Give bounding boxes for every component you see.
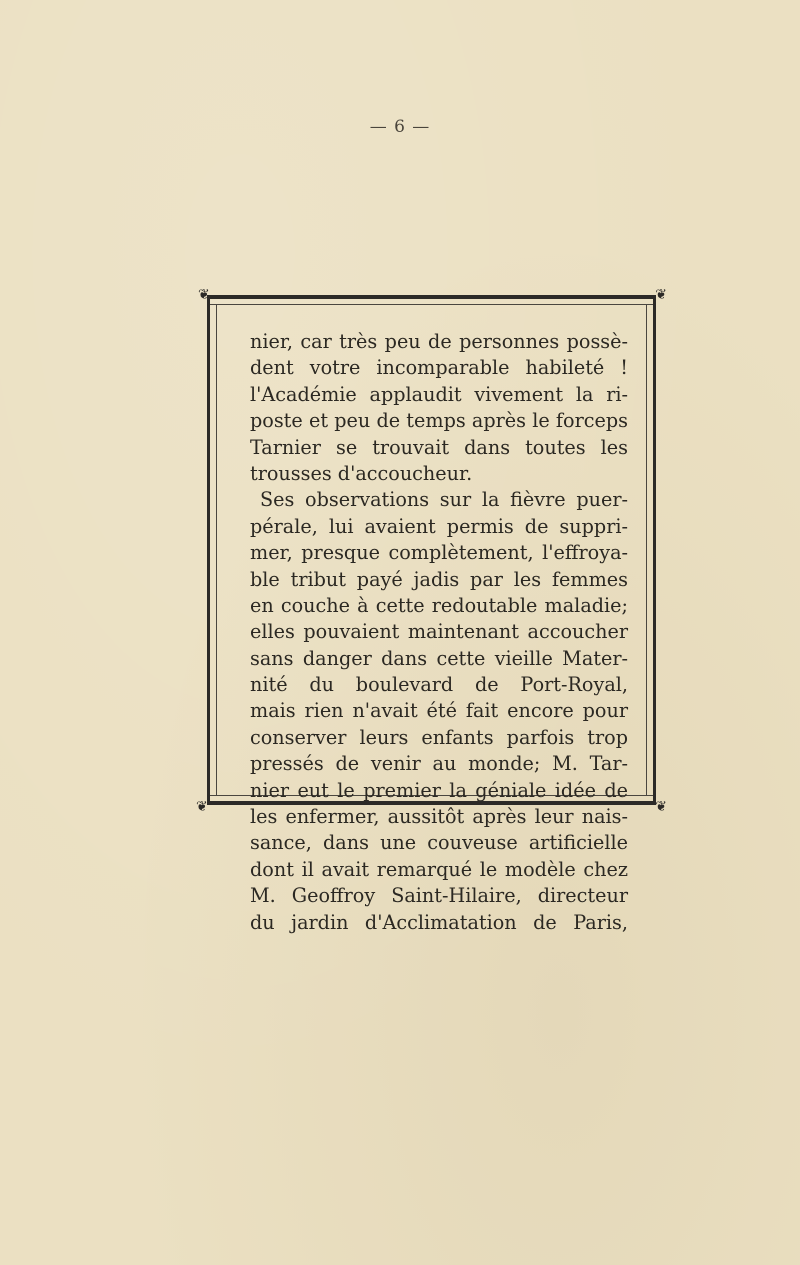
text-line: Ses observations sur la fièvre puer- [260,488,628,512]
text-line: M. Geoffroy Saint-Hilaire, directeur [250,884,628,908]
text-line: du jardin d'Acclimatation de Paris, [250,910,628,934]
text-line: sans danger dans cette vieille Mater- [250,646,628,670]
frame-left-inner-rule [216,304,217,796]
text-line: poste et peu de temps après le forceps [250,409,628,433]
text-line: trousses d'accoucheur. [250,461,473,485]
corner-ornament-icon: ❦ [655,287,667,303]
text-line: les enfermer, aussitôt après leur nais- [250,805,628,829]
text-line: mais rien n'avait été fait encore pour [250,699,628,723]
frame-top-rule [207,295,656,299]
text-line: sance, dans une couveuse artificielle [250,831,628,855]
frame-left-rule [207,295,210,805]
corner-ornament-icon: ❦ [198,287,210,303]
text-line: en couche à cette redoutable maladie; [250,593,628,617]
text-line: Tarnier se trouvait dans toutes les [250,435,628,459]
frame-right-rule [653,295,656,805]
text-line: ble tribut payé jadis par les femmes [250,567,628,591]
text-line: mer, presque complètement, l'effroya- [250,541,628,565]
body-text [250,329,628,936]
text-line: elles pouvaient maintenant accoucher [250,620,628,644]
corner-ornament-icon: ❦ [655,799,667,815]
text-line: pressés de venir au monde; M. Tar- [250,752,628,776]
frame-right-inner-rule [646,304,647,796]
text-line: nité du boulevard de Port-Royal, [250,673,628,697]
text-line: l'Académie applaudit vivement la ri- [250,382,628,406]
frame-top-inner-rule [207,304,656,305]
text-line: conserver leurs enfants parfois trop [250,725,628,749]
text-line: nier eut le premier la géniale idée de [250,778,628,802]
text-line: nier, car très peu de personnes possè- [250,330,628,353]
text-line: dent votre incomparable habileté ! [250,356,628,380]
text-line: pérale, lui avaient permis de suppri- [250,514,628,538]
corner-ornament-icon: ❦ [196,799,208,815]
page-number: — 6 — [369,117,431,137]
text-line: dont il avait remarqué le modèle chez [250,857,628,881]
